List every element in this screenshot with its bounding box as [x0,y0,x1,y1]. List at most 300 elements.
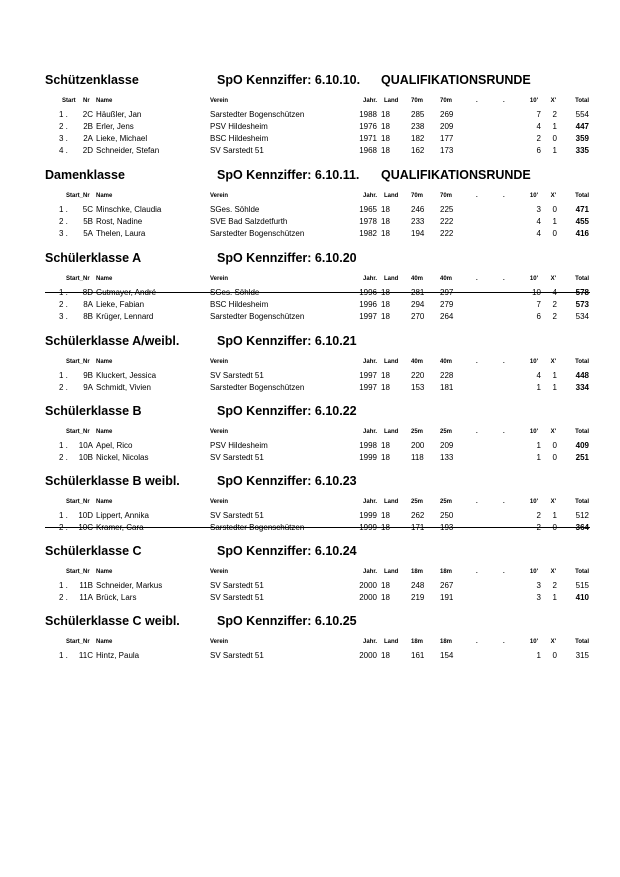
header-dot1: . [476,639,478,645]
header-dot1: . [476,429,478,435]
header-dot2: . [503,569,505,575]
row-dist2: 269 [440,110,454,119]
header-land: Land [384,98,399,104]
row-name: Lieke, Fabian [96,300,145,309]
row-total: 554 [575,110,589,119]
row-place: 1 . [59,511,68,520]
row-ten: 2 [536,523,541,532]
row-x: 0 [552,441,557,450]
row-total: 359 [575,134,589,143]
row-ten: 1 [536,441,541,450]
row-dist2: 177 [440,134,454,143]
row-dist1: 153 [411,383,425,392]
header-dot2: . [503,639,505,645]
row-jahr: 1996 [359,300,377,309]
row-start-nr: 2B [83,122,93,131]
row-dist1: 246 [411,205,425,214]
row-name: Schneider, Stefan [96,146,160,155]
row-dist2: 209 [440,122,454,131]
row-name: Erler, Jens [96,122,134,131]
header-ten: 10' [529,276,538,282]
row-land: 18 [381,581,390,590]
table-row [0,287,620,298]
header-jahr: Jahr. [362,639,377,645]
header-verein: Verein [210,569,229,575]
header-dot1: . [476,499,478,505]
row-dist1: 248 [411,581,425,590]
row-verein: Sarstedter Bogenschützen [210,229,305,238]
row-place: 1 . [59,581,68,590]
table-row [0,109,620,120]
row-jahr: 1999 [359,453,377,462]
row-dist1: 182 [411,134,425,143]
table-header [0,96,620,107]
row-place: 2 . [59,122,68,131]
row-land: 18 [381,593,390,602]
header-dot1: . [476,193,478,199]
spo-code: SpO Kennziffer: 6.10.25 [217,614,357,628]
header-dist1: 40m [411,359,424,365]
row-jahr: 2000 [359,651,377,660]
row-place: 1 . [59,371,68,380]
header-start: Start [62,98,76,104]
spo-code: SpO Kennziffer: 6.10.22 [217,404,357,418]
row-start-nr: 5A [83,229,93,238]
row-x: 2 [552,581,557,590]
row-name: Apel, Rico [96,441,133,450]
row-name: Thelen, Laura [96,229,146,238]
row-land: 18 [381,134,390,143]
header-name: Name [96,639,113,645]
row-place: 2 . [59,383,68,392]
header-ten: 10' [529,193,538,199]
header-land: Land [384,569,399,575]
table-row [0,228,620,239]
row-land: 18 [381,523,390,532]
table-row [0,650,620,661]
header-name: Name [96,429,113,435]
header-total: Total [575,569,589,575]
header-name: Name [96,499,113,505]
row-x: 1 [552,146,557,155]
table-header [0,274,620,285]
table-row [0,592,620,603]
row-dist2: 267 [440,581,454,590]
row-jahr: 1997 [359,371,377,380]
row-x: 1 [552,383,557,392]
row-jahr: 1997 [359,383,377,392]
header-verein: Verein [210,639,229,645]
row-ten: 6 [536,146,541,155]
header-name: Name [96,98,113,104]
header-land: Land [384,276,399,282]
spo-code: SpO Kennziffer: 6.10.11. [217,168,360,182]
row-place: 3 . [59,229,68,238]
header-verein: Verein [210,276,229,282]
row-jahr: 1998 [359,441,377,450]
row-name: Brück, Lars [96,593,137,602]
row-dist2: 225 [440,205,454,214]
row-total: 334 [575,383,589,392]
header-start-nr: Start_Nr [66,359,90,365]
header-verein: Verein [210,429,229,435]
row-total: 534 [575,312,589,321]
table-row [0,216,620,227]
row-dist1: 281 [411,288,425,297]
header-name: Name [96,569,113,575]
header-x: X' [550,569,556,575]
row-name: Häußler, Jan [96,110,142,119]
header-total: Total [575,429,589,435]
row-name: Rost, Nadine [96,217,143,226]
row-land: 18 [381,441,390,450]
row-dist1: 220 [411,371,425,380]
class-title: Schützenklasse [45,73,139,87]
row-x: 2 [552,110,557,119]
row-start-nr: 2D [82,146,93,155]
header-start-nr: Start_Nr [66,639,90,645]
row-x: 0 [552,453,557,462]
header-verein: Verein [210,98,229,104]
row-total: 573 [575,300,589,309]
row-jahr: 1978 [359,217,377,226]
header-start-nr: Start_Nr [66,569,90,575]
row-land: 18 [381,312,390,321]
row-total: 578 [575,288,589,297]
row-start-nr: 2A [83,134,93,143]
header-dot1: . [476,569,478,575]
row-dist2: 228 [440,371,454,380]
row-place: 2 . [59,300,68,309]
row-x: 0 [552,651,557,660]
round-label: QUALIFIKATIONSRUNDE [381,168,531,182]
class-title: Schülerklasse B weibl. [45,474,180,488]
row-dist1: 294 [411,300,425,309]
row-land: 18 [381,229,390,238]
row-x: 0 [552,134,557,143]
row-verein: SV Sarstedt 51 [210,593,264,602]
header-jahr: Jahr. [362,429,377,435]
header-x: X' [550,499,556,505]
row-verein: SV Sarstedt 51 [210,511,264,520]
row-start-nr: 11C [78,651,93,660]
header-total: Total [575,276,589,282]
header-land: Land [384,499,399,505]
row-dist1: 200 [411,441,425,450]
header-start-nr: Start_Nr [66,429,90,435]
row-name: Kluckert, Jessica [96,371,157,380]
row-start-nr: 9B [83,371,93,380]
row-jahr: 1971 [359,134,377,143]
header-ten: 10' [529,429,538,435]
row-x: 0 [552,205,557,214]
row-dist2: 154 [440,651,454,660]
row-verein: Sarstedter Bogenschützen [210,110,305,119]
spo-code: SpO Kennziffer: 6.10.20 [217,251,357,265]
row-total: 515 [575,581,589,590]
table-header [0,191,620,202]
row-start-nr: 8A [83,300,93,309]
header-jahr: Jahr. [362,193,377,199]
row-start-nr: 5B [83,217,93,226]
table-row [0,382,620,393]
row-place: 1 . [59,110,68,119]
row-jahr: 1997 [359,312,377,321]
row-dist2: 264 [440,312,454,321]
row-total: 410 [575,593,589,602]
row-name: Krüger, Lennard [96,312,154,321]
table-row [0,121,620,132]
row-place: 4 . [59,146,68,155]
row-total: 315 [575,651,589,660]
row-x: 0 [552,229,557,238]
row-land: 18 [381,205,390,214]
row-ten: 6 [536,312,541,321]
row-land: 18 [381,217,390,226]
row-total: 416 [575,229,589,238]
class-title: Schülerklasse C [45,544,142,558]
header-ten: 10' [529,639,538,645]
header-dist2: 18m [440,639,453,645]
row-dist1: 285 [411,110,425,119]
header-jahr: Jahr. [362,499,377,505]
class-title: Schülerklasse A [45,251,142,265]
header-land: Land [384,193,399,199]
header-x: X' [550,359,556,365]
row-start-nr: 10C [78,523,93,532]
table-row [0,440,620,451]
header-start-nr: Start_Nr [66,193,90,199]
row-dist1: 171 [411,523,425,532]
row-land: 18 [381,300,390,309]
row-start-nr: 10A [78,441,93,450]
header-x: X' [550,429,556,435]
class-title: Schülerklasse A/weibl. [45,334,180,348]
row-place: 3 . [59,134,68,143]
header-x: X' [550,98,556,104]
header-total: Total [575,499,589,505]
strike-line [45,527,590,528]
table-row [0,510,620,521]
table-row [0,311,620,322]
header-dot1: . [476,98,478,104]
table-row [0,370,620,381]
row-place: 2 . [59,453,68,462]
row-ten: 1 [536,651,541,660]
header-total: Total [575,193,589,199]
row-ten: 2 [536,134,541,143]
header-jahr: Jahr. [362,569,377,575]
row-dist2: 181 [440,383,454,392]
class-title: Damenklasse [45,168,125,182]
row-jahr: 1999 [359,523,377,532]
row-verein: SV Sarstedt 51 [210,651,264,660]
row-land: 18 [381,110,390,119]
row-land: 18 [381,511,390,520]
row-verein: SGes. Söhlde [210,288,260,297]
row-dist2: 193 [440,523,454,532]
row-dist1: 233 [411,217,425,226]
table-header [0,357,620,368]
row-name: Kramer, Cara [96,523,144,532]
row-dist1: 194 [411,229,425,238]
row-name: Lieke, Michael [96,134,148,143]
row-dist1: 219 [411,593,425,602]
header-x: X' [550,639,556,645]
row-jahr: 1999 [359,511,377,520]
row-land: 18 [381,371,390,380]
header-jahr: Jahr. [362,359,377,365]
header-ten: 10' [529,499,538,505]
row-jahr: 2000 [359,581,377,590]
row-land: 18 [381,288,390,297]
row-dist2: 209 [440,441,454,450]
table-row [0,580,620,591]
header-total: Total [575,639,589,645]
row-verein: Sarstedter Bogenschützen [210,383,305,392]
row-dist1: 161 [411,651,425,660]
header-land: Land [384,639,399,645]
row-verein: SV Sarstedt 51 [210,371,264,380]
header-dot2: . [503,429,505,435]
row-ten: 4 [536,371,541,380]
row-verein: Sarstedter Bogenschützen [210,523,305,532]
header-dot2: . [503,276,505,282]
table-header [0,637,620,648]
header-dot1: . [476,276,478,282]
row-place: 1 . [59,441,68,450]
header-x: X' [550,193,556,199]
row-x: 2 [552,300,557,309]
header-dist2: 40m [440,359,453,365]
row-x: 1 [552,217,557,226]
class-title: Schülerklasse C weibl. [45,614,180,628]
table-row [0,452,620,463]
row-name: Minschke, Claudia [96,205,162,214]
row-place: 2 . [59,523,68,532]
header-dist2: 70m [440,193,453,199]
row-jahr: 2000 [359,593,377,602]
row-total: 364 [575,523,589,532]
spo-code: SpO Kennziffer: 6.10.10. [217,73,361,87]
row-start-nr: 11B [79,581,93,590]
row-jahr: 1982 [359,229,377,238]
table-row [0,522,620,533]
row-start-nr: 2C [82,110,93,119]
row-verein: BSC Hildesheim [210,134,269,143]
row-land: 18 [381,383,390,392]
row-ten: 4 [536,122,541,131]
row-place: 1 . [59,288,68,297]
row-verein: SV Sarstedt 51 [210,581,264,590]
row-verein: SGes. Söhlde [210,205,260,214]
header-dist1: 25m [411,499,424,505]
row-dist2: 173 [440,146,454,155]
row-land: 18 [381,146,390,155]
row-verein: BSC Hildesheim [210,300,269,309]
header-dist1: 25m [411,429,424,435]
row-name: Nickel, Nicolas [96,453,149,462]
row-start-nr: 5C [82,205,93,214]
row-start-nr: 11A [79,593,93,602]
header-nr: Nr [83,98,90,104]
row-jahr: 1965 [359,205,377,214]
header-dist2: 70m [440,98,453,104]
row-start-nr: 8D [82,288,93,297]
table-header [0,497,620,508]
row-total: 455 [575,217,589,226]
header-total: Total [575,359,589,365]
row-ten: 4 [536,217,541,226]
header-dist1: 70m [411,98,424,104]
header-verein: Verein [210,499,229,505]
row-jahr: 1988 [359,110,377,119]
header-name: Name [96,193,113,199]
row-dist1: 270 [411,312,425,321]
row-x: 0 [552,523,557,532]
row-x: 1 [552,511,557,520]
header-dist2: 25m [440,429,453,435]
row-x: 2 [552,312,557,321]
row-x: 1 [552,371,557,380]
header-dist2: 25m [440,499,453,505]
row-ten: 7 [536,300,541,309]
header-dist2: 18m [440,569,453,575]
row-dist1: 262 [411,511,425,520]
row-dist2: 222 [440,229,454,238]
header-start-nr: Start_Nr [66,499,90,505]
header-dot1: . [476,359,478,365]
table-row [0,204,620,215]
row-total: 471 [575,205,589,214]
header-jahr: Jahr. [362,98,377,104]
row-verein: SV Sarstedt 51 [210,453,264,462]
row-land: 18 [381,453,390,462]
row-ten: 2 [536,511,541,520]
header-dist1: 70m [411,193,424,199]
row-verein: SVE Bad Salzdetfurth [210,217,288,226]
strike-line [45,292,590,293]
row-dist2: 250 [440,511,454,520]
row-jahr: 1996 [359,288,377,297]
row-land: 18 [381,122,390,131]
row-name: Gutmayer, André [96,288,157,297]
row-dist2: 279 [440,300,454,309]
row-dist2: 133 [440,453,454,462]
header-dist1: 40m [411,276,424,282]
row-name: Schmidt, Vivien [96,383,151,392]
row-jahr: 1976 [359,122,377,131]
row-ten: 10 [532,288,541,297]
header-ten: 10' [529,359,538,365]
row-place: 2 . [59,217,68,226]
table-header [0,427,620,438]
header-total: Total [575,98,589,104]
row-total: 409 [575,441,589,450]
header-name: Name [96,359,113,365]
header-land: Land [384,359,399,365]
row-name: Schneider, Markus [96,581,163,590]
row-total: 448 [575,371,589,380]
header-jahr: Jahr. [362,276,377,282]
row-verein: Sarstedter Bogenschützen [210,312,305,321]
row-ten: 7 [536,110,541,119]
row-total: 447 [575,122,589,131]
row-place: 1 . [59,205,68,214]
row-ten: 1 [536,453,541,462]
row-place: 2 . [59,593,68,602]
class-title: Schülerklasse B [45,404,142,418]
